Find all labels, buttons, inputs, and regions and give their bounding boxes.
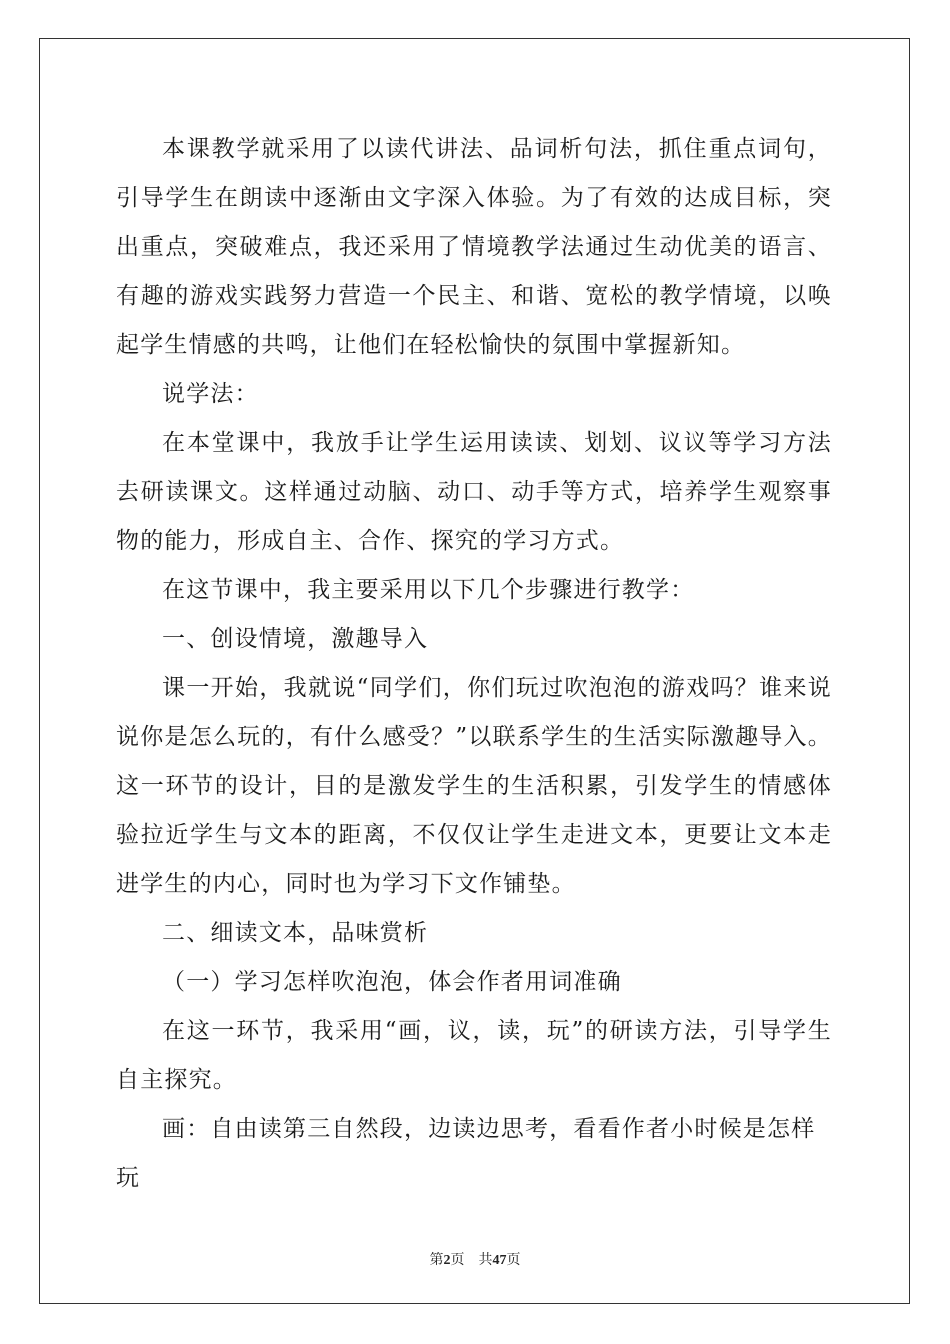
page-prefix: 第 [429, 1253, 444, 1268]
document-body [116, 125, 832, 1203]
paragraph-steps-intro: 在这节课中，我主要采用以下几个步骤进行教学： [162, 577, 695, 603]
paragraph-draw: 画：自由读第三自然段，边读边思考，看看作者小时候是怎样玩 [116, 1116, 816, 1191]
page-footer [0, 1249, 950, 1269]
heading-step-one: 一、创设情境，激趣导入 [162, 626, 429, 652]
paragraph-teaching-method: 本课教学就采用了以读代讲法、品词析句法，抓住重点词句，引导学生在朗读中逐渐由文字深入体验。为了有效的达成目标，突出重点，突破难点，我还采用了情境教学法通过生动优美的语言、有趣的游戏实践努力营造一个民主、和谐、宽松的教学情境，以唤起学生情感的共鸣，让他们在轻松愉快的氛围中掌握新知。 [116, 136, 832, 358]
paragraph-learning-method: 在本堂课中，我放手让学生运用读读、划划、议议等学习方法去研读课文。这样通过动脑、动口、动手等方式，培养学生观察事物的能力，形成自主、合作、探究的学习方式。 [116, 430, 832, 554]
page-number: 2 [443, 1253, 451, 1268]
paragraph-step-one: 课一开始，我就说“同学们，你们玩过吹泡泡的游戏吗？谁来说说你是怎么玩的，有什么感受？”以联系学生的生活实际激趣导入。这一环节的设计，目的是激发学生的生活积累，引发学生的情感体验拉近学生与文本的距离，不仅仅让学生走进文本，更要让文本走进学生的内心，同时也为学习下文作铺垫。 [116, 675, 832, 897]
heading-step-two: 二、细读文本，品味赏析 [162, 920, 429, 946]
total-suffix: 页 [506, 1253, 521, 1268]
heading-learning-method: 说学法： [162, 381, 259, 407]
page-suffix: 页 [450, 1253, 465, 1268]
paragraph-part-one: 在这一环节，我采用“画，议，读，玩”的研读方法，引导学生自主探究。 [116, 1018, 832, 1093]
total-pages: 47 [492, 1253, 507, 1268]
subheading-part-one: （一）学习怎样吹泡泡，体会作者用词准确 [162, 969, 622, 995]
total-prefix: 共 [478, 1253, 493, 1268]
